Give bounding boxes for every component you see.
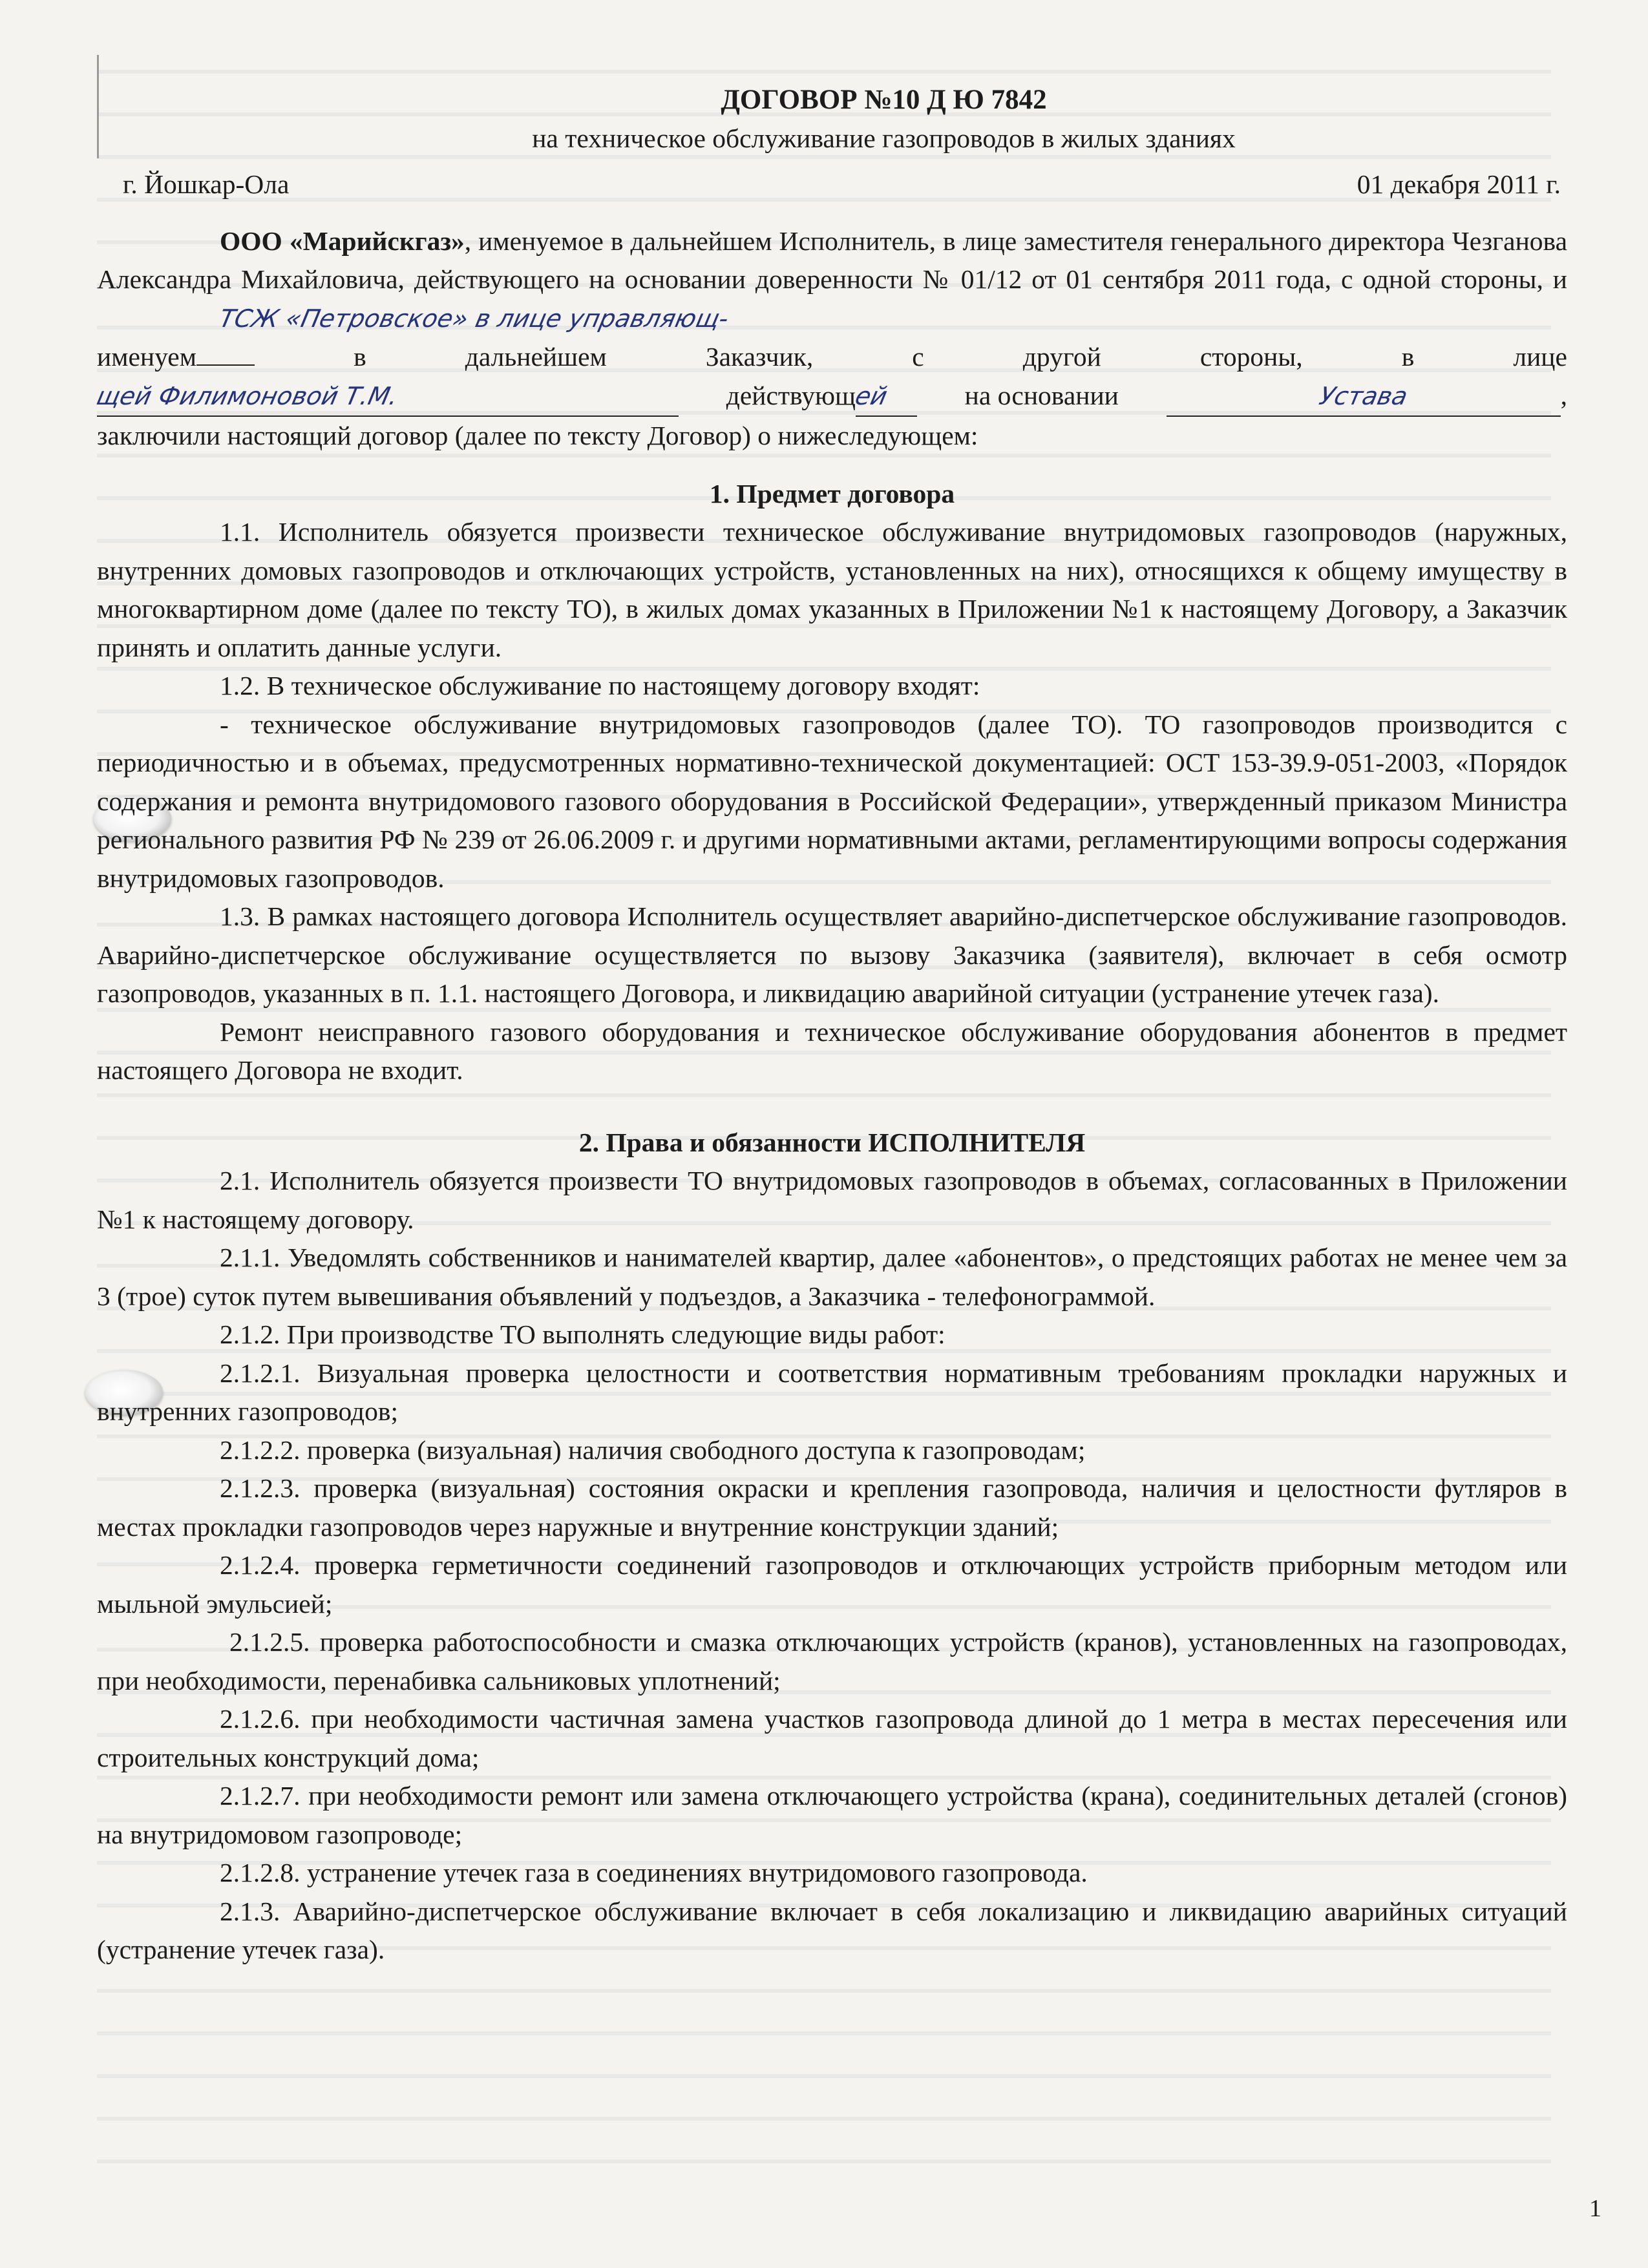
executor-text: , именуемое в дальнейшем Исполнитель, в лице заместителя генерального директора Чезганова Александра Михайловича, действующего на основании доверенности № 01/12 от 01 сентября 2011 года, с одной стороны, и — [97, 226, 1567, 294]
page-number: 1 — [1589, 2195, 1601, 2222]
contract-date: 01 декабря 2011 г. — [1357, 169, 1561, 199]
section-1-heading: 1. Предмет договора — [709, 478, 955, 509]
word-imenuem: именуем — [97, 342, 196, 372]
clause-2-1-2-2: 2.1.2.2. проверка (визуальная) наличия свободного доступа к газопроводам; — [220, 1434, 1086, 1465]
word: в — [354, 342, 366, 372]
word: лице — [1513, 342, 1567, 372]
word: с — [912, 342, 924, 372]
contract-subtitle: на техническое обслуживание газопроводов в жилых зданиях — [532, 123, 1236, 153]
document-page — [94, 39, 1567, 2210]
clause-2-1-2-4: 2.1.2.4. проверка герметичности соединений газопроводов и отключающих устройств приборным методом или мыльной эмульсией; — [97, 1550, 1567, 1619]
clause-1-4: Ремонт неисправного газового оборудования и техническое обслуживание оборудования абонентов в предмет настоящего Договора не входит. — [97, 1016, 1567, 1085]
clause-1-3: 1.3. В рамках настоящего договора Исполнитель осуществляет аварийно-диспетчерское обслуживание газопроводов. Аварийно-диспетчерское обслуживание осуществляется по вызову Заказчика (заявителя), включает в себя осмотр газопроводов, указанных в п. 1.1. настоящего Договора, и ликвидацию аварийной ситуации (устранение утечек газа). — [97, 901, 1567, 1008]
parties-line-3 — [94, 377, 1567, 417]
representative-blank — [94, 377, 679, 417]
clause-2-1-1: 2.1.1. Уведомлять собственников и нанимателей квартир, далее «абонентов», о предстоящих работах не менее чем за 3 (трое) суток путем вывешивания объявлений у подъездов, а Заказчика - телефонограммой. — [97, 1243, 1567, 1311]
handwritten-representative: щей Филимоновой Т.М. — [94, 381, 401, 410]
word: дальнейшем — [465, 342, 607, 372]
clause-1-2-a: - техническое обслуживание внутридомовых газопроводов (далее ТО). ТО газопроводов производится с периодичностью и в объемах, предусмотренных нормативно-технической документацией: ОСТ 153-39.9-051-2003, «Порядок содержания и ремонта внутридомового газового оборудования в Российской Федерации», утвержденный приказом Министра регионального развития РФ № 239 от 26.06.2009 г. и другими нормативными актами, регламентирующими вопросы содержания внутридомовых газопроводов. — [97, 709, 1567, 893]
conclusion-line: заключили настоящий договор (далее по тексту Договор) о нижеследующем: — [97, 421, 978, 450]
clause-2-1-2-8: 2.1.2.8. устранение утечек газа в соединениях внутридомового газопровода. — [220, 1858, 1088, 1887]
handwritten-customer: ТСЖ «Петровское» в лице управляющ- — [217, 304, 732, 333]
ending-blank — [852, 377, 917, 417]
handwritten-ending: ей — [852, 381, 890, 410]
clause-2-1-3: 2.1.3. Аварийно-диспетчерское обслуживание включает в себя локализацию и ликвидацию аварийных ситуаций (устранение утечек газа). — [97, 1896, 1567, 1964]
city-date-line — [97, 165, 1567, 204]
city: г. Йошкар-Ола — [123, 169, 290, 199]
handwritten-basis: Устава — [1316, 381, 1411, 410]
parties-paragraph — [97, 222, 1567, 339]
comma: , — [1560, 380, 1567, 410]
parties-line-2 — [97, 338, 1567, 377]
clause-2-1-2-7: 2.1.2.7. при необходимости ремонт или замена отключающего устройства (крана), соединительных деталей (сгонов) на внутридомовом газопроводе; — [97, 1781, 1567, 1849]
clause-2-1-2-6: 2.1.2.6. при необходимости частичная замена участков газопровода длиной до 1 метра в местах пересечения или строительных конструкций дома; — [97, 1704, 1567, 1772]
clause-1-2: 1.2. В техническое обслуживание по настоящему договору входят: — [220, 671, 980, 700]
word-on-basis: на основании — [964, 380, 1119, 410]
blank-line — [196, 364, 255, 366]
word: другой — [1022, 342, 1101, 372]
word-acting: действующ — [726, 380, 856, 410]
clause-2-1-2-1: 2.1.2.1. Визуальная проверка целостности и соответствия нормативным требованиям прокладки наружных и внутренних газопроводов; — [97, 1358, 1567, 1426]
clause-2-1-2-3: 2.1.2.3. проверка (визуальная) состояния окраски и крепления газопровода, наличия и целостности футляров в местах прокладки газопроводов через наружные и внутренние конструкции зданий; — [97, 1473, 1567, 1542]
clause-2-1-2: 2.1.2. При производстве ТО выполнять следующие виды работ: — [220, 1319, 945, 1349]
clause-2-1-2-5: 2.1.2.5. проверка работоспособности и смазка отключающих устройств (кранов), установленных на газопроводах, при необходимости, перенабивка сальниковых уплотнений; — [97, 1627, 1567, 1696]
clause-1-1: 1.1. Исполнитель обязуется произвести техническое обслуживание внутридомовых газопроводов (наружных, внутренних домовых газопроводов и отключающих устройств, установленных на них), относящихся к общему имуществу в многоквартирном доме (далее по тексту ТО), в жилых домах указанных в Приложении №1 к настоящему Договору, а Заказчик принять и оплатить данные услуги. — [97, 517, 1567, 662]
word: стороны, — [1199, 342, 1303, 372]
word: в — [1401, 342, 1415, 372]
section-2-heading: 2. Права и обязанности ИСПОЛНИТЕЛЯ — [578, 1127, 1086, 1157]
executor-name: ООО «Марийскгаз» — [220, 226, 465, 256]
basis-blank — [1167, 377, 1561, 417]
clause-2-1: 2.1. Исполнитель обязуется произвести ТО внутридомовых газопроводов в объемах, согласованных в Приложении №1 к настоящему договору. — [97, 1166, 1567, 1234]
contract-title: ДОГОВОР №10 Д Ю 7842 — [721, 85, 1047, 115]
word: Заказчик, — [705, 342, 814, 372]
